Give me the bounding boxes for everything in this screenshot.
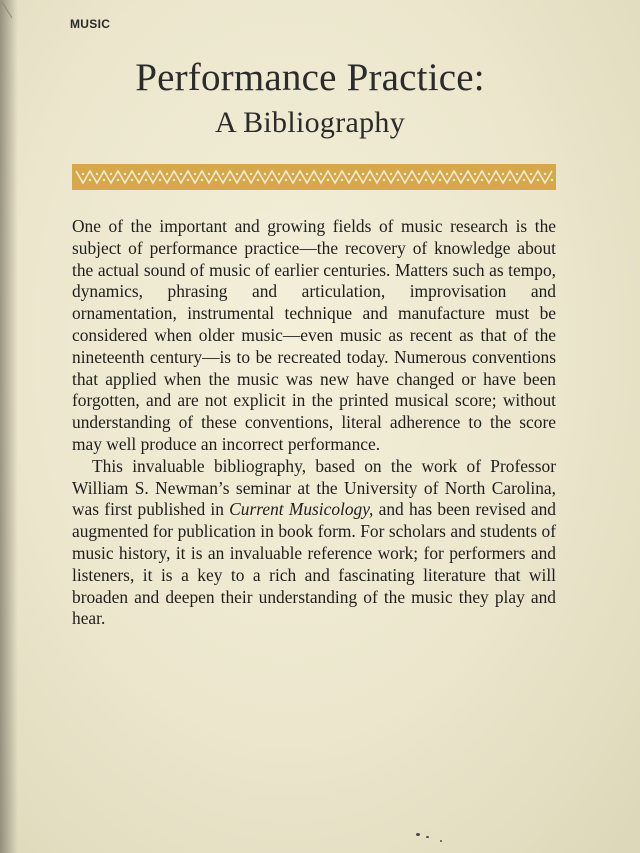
ornament-dot bbox=[194, 173, 196, 175]
paragraph-2-text-b: and has been revised and augmented for publication in book form. For scholars and students of music history, it is an invaluable reference work; for performers and listeners, it is a key to a rich and fascinating literature that will broaden and deepen their understanding of the music they play and hear. bbox=[72, 499, 557, 629]
ornament-dot bbox=[446, 173, 448, 175]
decorative-zigzag-band bbox=[72, 164, 556, 190]
corner-scratch bbox=[0, 0, 30, 30]
ornament-dot bbox=[222, 173, 224, 175]
ornament-dot bbox=[502, 173, 504, 175]
ornament-dot bbox=[250, 173, 252, 175]
ornament-dot bbox=[376, 173, 378, 175]
ornament-dot bbox=[383, 179, 385, 181]
ornament-dot bbox=[201, 179, 203, 181]
ornament-dot bbox=[453, 179, 455, 181]
ornament-dot bbox=[348, 173, 350, 175]
ornament-dot bbox=[397, 179, 399, 181]
ornament-dot bbox=[124, 173, 126, 175]
ornament-dot bbox=[187, 179, 189, 181]
ornament-dot bbox=[257, 179, 259, 181]
ornament-dot bbox=[306, 173, 308, 175]
ornament-dot bbox=[411, 179, 413, 181]
ornament-dot bbox=[516, 173, 518, 175]
ornament-dot bbox=[418, 173, 420, 175]
ornament-dot bbox=[544, 173, 546, 175]
ornament-dot bbox=[481, 179, 483, 181]
book-title: Performance Practice: bbox=[135, 56, 485, 99]
paragraph-2-text-a: This invaluable bibliography, based on the work of Professor William S. Newman’s seminar at the University of North Carolina, was first published in bbox=[72, 455, 556, 520]
ornament-dot bbox=[488, 173, 490, 175]
ornament-dot bbox=[103, 179, 105, 181]
ornament-dot bbox=[166, 173, 168, 175]
ornament-dot bbox=[551, 179, 553, 181]
ink-speck bbox=[440, 840, 442, 842]
ornament-dot bbox=[215, 179, 217, 181]
ink-speck bbox=[416, 833, 420, 836]
ornament-dot bbox=[208, 173, 210, 175]
ornament-dot bbox=[334, 173, 336, 175]
ornament-dot bbox=[320, 173, 322, 175]
ornament-dot bbox=[467, 179, 469, 181]
ornament-dot bbox=[110, 173, 112, 175]
journal-name: Current Musicology, bbox=[229, 499, 374, 520]
ornament-dot bbox=[313, 179, 315, 181]
ornament-dot bbox=[327, 179, 329, 181]
ornament-dot bbox=[537, 179, 539, 181]
ink-speck bbox=[426, 836, 429, 838]
ornament-dot bbox=[432, 173, 434, 175]
ornament-dot bbox=[404, 173, 406, 175]
ornament-dot bbox=[460, 173, 462, 175]
ornament-dot bbox=[236, 173, 238, 175]
ornament-dot bbox=[285, 179, 287, 181]
ornament-dot bbox=[243, 179, 245, 181]
ornament-dot bbox=[96, 173, 98, 175]
ornament-dot bbox=[530, 173, 532, 175]
ornament-dot bbox=[264, 173, 266, 175]
ornament-dot bbox=[439, 179, 441, 181]
ornament-dot bbox=[180, 173, 182, 175]
category-label: MUSIC bbox=[70, 17, 111, 31]
ornament-dot bbox=[425, 179, 427, 181]
ornament-dot bbox=[152, 173, 154, 175]
ornament-dot bbox=[495, 179, 497, 181]
ornament-dot bbox=[159, 179, 161, 181]
ornament-dot bbox=[138, 173, 140, 175]
ornament-dot bbox=[271, 179, 273, 181]
ornament-dot bbox=[509, 179, 511, 181]
ornament-dot bbox=[299, 179, 301, 181]
ornament-dot bbox=[117, 179, 119, 181]
ornament-dot bbox=[474, 173, 476, 175]
ornament-dot bbox=[145, 179, 147, 181]
ornament-dot bbox=[390, 173, 392, 175]
ornament-dot bbox=[173, 179, 175, 181]
ornament-dot bbox=[362, 173, 364, 175]
ornament-dot bbox=[523, 179, 525, 181]
ornament-dot bbox=[89, 179, 91, 181]
book-subtitle: A Bibliography bbox=[214, 106, 406, 139]
ornament-dot bbox=[131, 179, 133, 181]
description-text bbox=[72, 216, 556, 630]
ornament-dot bbox=[341, 179, 343, 181]
description-paragraph-2 bbox=[72, 456, 556, 630]
ornament-dot bbox=[229, 179, 231, 181]
ornament-dot bbox=[292, 173, 294, 175]
ornament-dot bbox=[278, 173, 280, 175]
ornament-dot bbox=[369, 179, 371, 181]
ornament-dot bbox=[82, 173, 84, 175]
ornament-dot bbox=[355, 179, 357, 181]
description-paragraph-1: One of the important and growing fields of music research is the subject of performance practice—the recovery of knowledge about the actual sound of music of earlier centuries. Matters such as tempo, dynamics, phrasing and articulation, improvisation and ornamentation, instrumental technique and manufacture must be considered when older music—even music as recent as that of the nineteenth century—is to be recreated today. Numerous conventions that applied when the music was new have changed or have been forgotten, and are not explicit in the printed musical score; without understanding of these conventions, literal adherence to the score may well produce an incorrect performance. bbox=[72, 216, 556, 454]
